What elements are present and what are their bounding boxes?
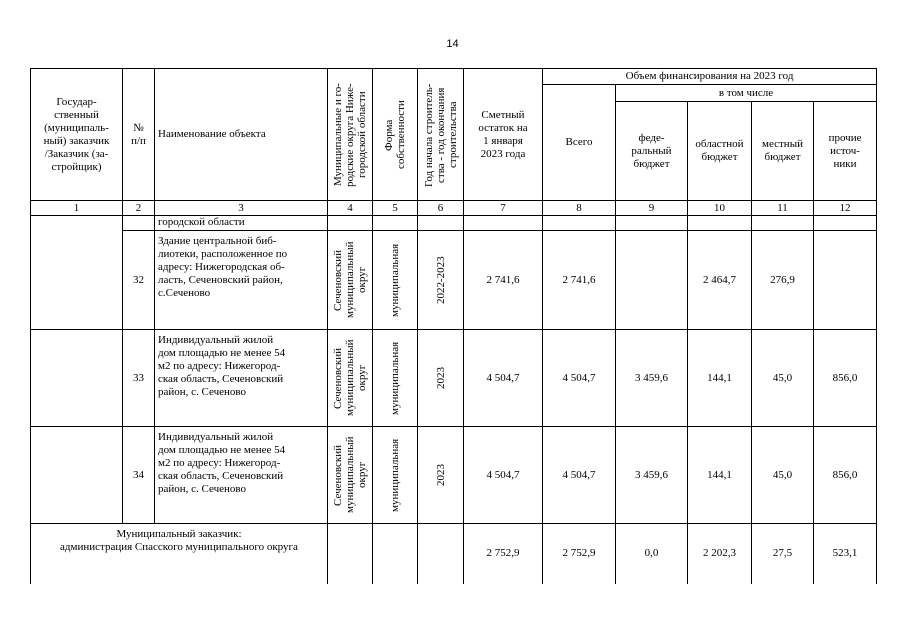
regional-value: 2 464,7 <box>688 231 752 330</box>
local-value: 45,0 <box>752 330 814 427</box>
other-value <box>814 231 877 330</box>
federal-value <box>616 231 688 330</box>
header-number: № п/п <box>123 69 155 201</box>
ownership-cell <box>373 231 418 330</box>
district: Сеченовский муниципальный округ <box>332 436 368 514</box>
row-number: 33 <box>123 330 155 427</box>
years: 2023 <box>434 464 447 486</box>
ownership: муниципальная <box>389 438 401 512</box>
header-ownership-cell <box>373 69 418 201</box>
column-numbers-row <box>31 201 877 216</box>
regional-value: 144,1 <box>688 427 752 524</box>
header-object-name: Наименование объекта <box>155 69 328 201</box>
continuation-text: городской области <box>155 216 328 231</box>
header-including: в том числе <box>616 85 877 102</box>
district-cell <box>328 231 373 330</box>
years-cell <box>418 231 464 330</box>
header-customer: Государ- ственный (муниципаль- ный) заказчик /Заказчик (за- стройщик) <box>31 69 123 201</box>
column-number: 5 <box>373 201 418 216</box>
table-row <box>31 427 877 524</box>
total-value: 4 504,7 <box>543 330 616 427</box>
other-value: 856,0 <box>814 330 877 427</box>
header-years-cell <box>418 69 464 201</box>
customer-total-row <box>31 524 877 584</box>
header-regional: областной бюджет <box>688 102 752 201</box>
local-value: 45,0 <box>752 427 814 524</box>
years-cell <box>418 427 464 524</box>
estimate-value: 2 741,6 <box>464 231 543 330</box>
years: 2023 <box>434 367 447 389</box>
column-number: 2 <box>123 201 155 216</box>
continuation-row <box>31 216 877 231</box>
column-number: 4 <box>328 201 373 216</box>
local-value: 276,9 <box>752 231 814 330</box>
ownership: муниципальная <box>389 243 401 317</box>
district: Сеченовский муниципальный округ <box>332 339 368 417</box>
table-row <box>31 330 877 427</box>
ownership-cell <box>373 427 418 524</box>
table-row <box>31 231 877 330</box>
ownership: муниципальная <box>389 341 401 415</box>
header-federal: феде- ральный бюджет <box>616 102 688 201</box>
header-years: Год начала строитель- ства - год окончания строительства <box>422 82 459 187</box>
district-cell <box>328 330 373 427</box>
row-number: 34 <box>123 427 155 524</box>
estimate-value: 2 752,9 <box>464 524 543 584</box>
years: 2022-2023 <box>434 256 447 304</box>
regional-value: 144,1 <box>688 330 752 427</box>
column-number: 11 <box>752 201 814 216</box>
total-value: 2 752,9 <box>543 524 616 584</box>
other-value: 523,1 <box>814 524 877 584</box>
header-other: прочие источ- ники <box>814 102 877 201</box>
column-number: 10 <box>688 201 752 216</box>
column-number: 1 <box>31 201 123 216</box>
header-district: Муниципальные и го- родские округа Ниже- городской области <box>332 82 368 187</box>
row-number: 32 <box>123 231 155 330</box>
column-number: 3 <box>155 201 328 216</box>
federal-value: 3 459,6 <box>616 427 688 524</box>
local-value: 27,5 <box>752 524 814 584</box>
header-ownership: Форма собственности <box>383 100 407 169</box>
header-district-cell <box>328 69 373 201</box>
other-value: 856,0 <box>814 427 877 524</box>
header-estimate: Сметный остаток на 1 января 2023 года <box>464 69 543 201</box>
estimate-value: 4 504,7 <box>464 427 543 524</box>
object-name: Индивидуальный жилой дом площадью не менее 54 м2 по адресу: Нижегород- ская область, Сеченовский район, с. Сеченово <box>155 427 328 524</box>
column-number: 8 <box>543 201 616 216</box>
header-row <box>31 69 877 85</box>
district: Сеченовский муниципальный округ <box>332 241 368 319</box>
column-number: 12 <box>814 201 877 216</box>
district-cell <box>328 427 373 524</box>
ownership-cell <box>373 330 418 427</box>
years-cell <box>418 330 464 427</box>
federal-value: 0,0 <box>616 524 688 584</box>
header-total: Всего <box>543 85 616 201</box>
total-value: 4 504,7 <box>543 427 616 524</box>
header-local: местный бюджет <box>752 102 814 201</box>
object-name: Индивидуальный жилой дом площадью не менее 54 м2 по адресу: Нижегород- ская область, Сеченовский район, с. Сеченово <box>155 330 328 427</box>
estimate-value: 4 504,7 <box>464 330 543 427</box>
object-name: Здание центральной биб- лиотеки, расположенное по адресу: Нижегородская об- ласть, Сеченовский район, с.Сеченово <box>155 231 328 330</box>
column-number: 9 <box>616 201 688 216</box>
total-value: 2 741,6 <box>543 231 616 330</box>
column-number: 7 <box>464 201 543 216</box>
municipal-customer: Муниципальный заказчик: администрация Спасского муниципального округа <box>31 524 328 584</box>
regional-value: 2 202,3 <box>688 524 752 584</box>
federal-value: 3 459,6 <box>616 330 688 427</box>
header-funding: Объем финансирования на 2023 год <box>543 69 877 85</box>
column-number: 6 <box>418 201 464 216</box>
page-number: 14 <box>446 38 459 50</box>
financing-table <box>30 68 877 584</box>
